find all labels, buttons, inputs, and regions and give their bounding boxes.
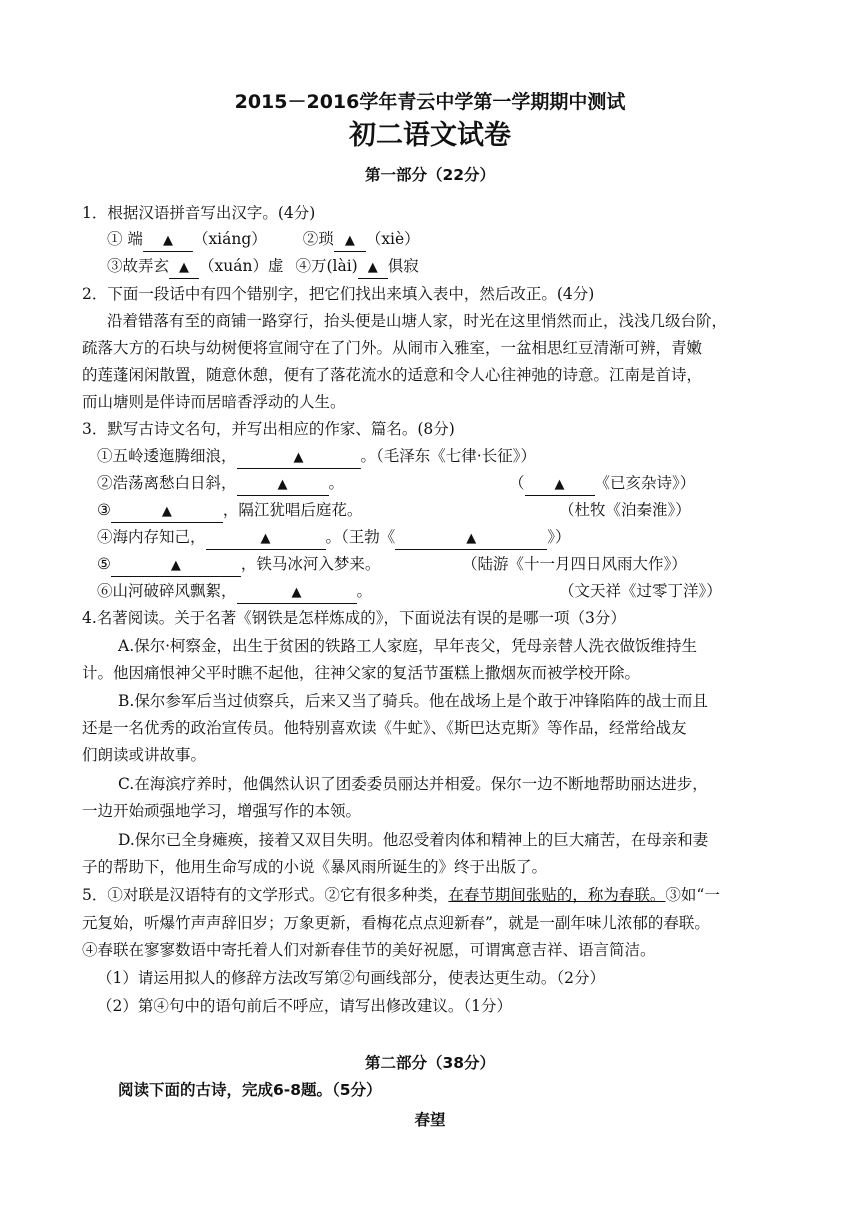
question-1-row-2: ③故弄玄 ▲ （xuán）虚 ④万(lài) ▲ 俱寂 bbox=[107, 256, 419, 279]
question-3-line-2-source: （ ▲ 《已亥杂诗》） bbox=[509, 473, 695, 496]
answer-blank[interactable]: ▲ bbox=[143, 229, 193, 252]
question-5-sub-1: （1）请运用拟人的修辞方法改写第②句画线部分，使表达更生动。（2分） bbox=[97, 969, 605, 987]
question-5-line-3: ④春联在寥寥数语中寄托着人们对新春佳节的美好祝愿，可谓寓意吉祥、语言简洁。 bbox=[82, 941, 656, 959]
question-5-line-2: 元复始，听爆竹声声辞旧岁；万象更新，看梅花点点迎新春”，就是一副年味儿浓郁的春联。 bbox=[82, 914, 710, 932]
question-3-stem: 3．默写古诗文名句，并写出相应的作家、篇名。(8分) bbox=[82, 420, 455, 438]
question-3-line-2: ②浩荡离愁白日斜， ▲ 。 bbox=[97, 473, 344, 496]
question-4-stem: 4.名著阅读。关于名著《钢铁是怎样炼成的》，下面说法有误的是哪一项（3分） bbox=[82, 609, 626, 627]
option-a-text: A.保尔·柯察金，出生于贫困的铁路工人家庭，早年丧父，凭母亲替人洗衣做饭维持生 bbox=[118, 637, 698, 655]
part-one-heading: 第一部分（22分） bbox=[364, 166, 496, 184]
answer-blank[interactable]: ▲ bbox=[111, 500, 223, 523]
option-d-text: 子的帮助下，他用生命写成的小说《暴风雨所诞生的》终于出版了。 bbox=[82, 858, 548, 876]
option-d-text: D.保尔已全身瘫痪，接着又双目失明。他忍受着肉体和精神上的巨大痛苦，在母亲和妻 bbox=[118, 831, 709, 849]
question-2-passage-line: 而山塘则是伴诗而居暗香浮动的人生。 bbox=[82, 393, 346, 411]
answer-blank[interactable]: ▲ bbox=[334, 229, 366, 252]
answer-blank[interactable]: ▲ bbox=[237, 581, 357, 604]
answer-blank[interactable]: ▲ bbox=[111, 554, 241, 577]
question-1-row-1: ① 端 ▲ （xiáng） ②琐 ▲ （xiè） bbox=[107, 229, 420, 252]
question-3-line-5-source: （陆游《十一月四日风雨大作》） bbox=[462, 555, 687, 573]
question-2-passage-line: 沿着错落有至的商铺一路穿行，抬头便是山塘人家，时光在这里悄然而止，浅浅几级台阶， bbox=[107, 312, 728, 330]
answer-blank[interactable]: ▲ bbox=[525, 473, 595, 496]
option-b-text: B.保尔参军后当过侦察兵，后来又当了骑兵。他在战场上是个敢于冲锋陷阵的战士而且 bbox=[118, 692, 708, 710]
question-3-line-5: ⑤ ▲ ，铁马冰河入梦来。 bbox=[97, 554, 380, 577]
answer-blank[interactable]: ▲ bbox=[358, 256, 388, 279]
option-a-text: 计。他因痛恨神父平时瞧不起他，往神父家的复活节蛋糕上撒烟灰而被学校开除。 bbox=[82, 664, 641, 682]
reading-instruction: 阅读下面的古诗，完成6-8题。（5分） bbox=[118, 1081, 382, 1099]
question-5-line-1: 5．①对联是汉语特有的文学形式。②它有很多种类，在春节期间张贴的，称为春联。③如“一 bbox=[82, 886, 720, 904]
answer-blank[interactable]: ▲ bbox=[237, 473, 329, 496]
exam-title: 2015－2016学年青云中学第一学期期中测试 bbox=[234, 91, 626, 113]
part-two-heading: 第二部分（38分） bbox=[364, 1054, 496, 1072]
question-3-line-4: ④海内存知己， ▲ 。（王勃《 ▲ 》） bbox=[97, 527, 571, 550]
option-b-text: 们朗读或讲故事。 bbox=[82, 746, 207, 764]
question-1-stem: 1．根据汉语拼音写出汉字。(4分) bbox=[82, 204, 316, 222]
underlined-phrase: 在春节期间张贴的，称为春联。 bbox=[448, 886, 666, 904]
option-c-text: C.在海滨疗养时，他偶然认识了团委委员丽达并相爱。保尔一边不断地帮助丽达进步， bbox=[118, 775, 708, 793]
poem-title: 春望 bbox=[414, 1111, 446, 1129]
question-5-sub-2: （2）第④句中的语句前后不呼应，请写出修改建议。（1分） bbox=[97, 997, 512, 1015]
question-2-stem: 2．下面一段话中有四个错别字，把它们找出来填入表中，然后改正。(4分) bbox=[82, 285, 595, 303]
option-c-text: 一边开始顽强地学习，增强写作的本领。 bbox=[82, 802, 362, 820]
answer-blank[interactable]: ▲ bbox=[237, 446, 361, 469]
answer-blank[interactable]: ▲ bbox=[169, 256, 199, 279]
question-3-line-6: ⑥山河破碎风飘絮， ▲ 。 bbox=[97, 581, 372, 604]
exam-subject-title: 初二语文试卷 bbox=[349, 120, 511, 151]
option-b-text: 还是一名优秀的政治宣传员。他特别喜欢读《牛虻》、《斯巴达克斯》等作品，经常给战友 bbox=[82, 719, 687, 737]
question-2-passage-line: 的莲蓬闲闲散置，随意休憩，便有了落花流水的适意和令人心往神弛的诗意。江南是首诗， bbox=[82, 366, 703, 384]
question-3-line-1: ①五岭逶迤腾细浪， ▲ 。（毛泽东《七律·长征》） bbox=[97, 446, 536, 469]
answer-blank[interactable]: ▲ bbox=[395, 527, 547, 550]
question-3-line-3: ③ ▲ ，隔江犹唱后庭花。 bbox=[97, 500, 362, 523]
question-3-line-3-source: （杜牧《泊秦淮》） bbox=[559, 501, 691, 519]
answer-blank[interactable]: ▲ bbox=[206, 527, 326, 550]
question-2-passage-line: 疏落大方的石块与幼树便将宣闹守在了门外。从闹市入雅室，一盆相思红豆清渐可辨，青嫩 bbox=[82, 339, 703, 357]
question-3-line-6-source: （文天祥《过零丁洋》） bbox=[559, 582, 722, 600]
